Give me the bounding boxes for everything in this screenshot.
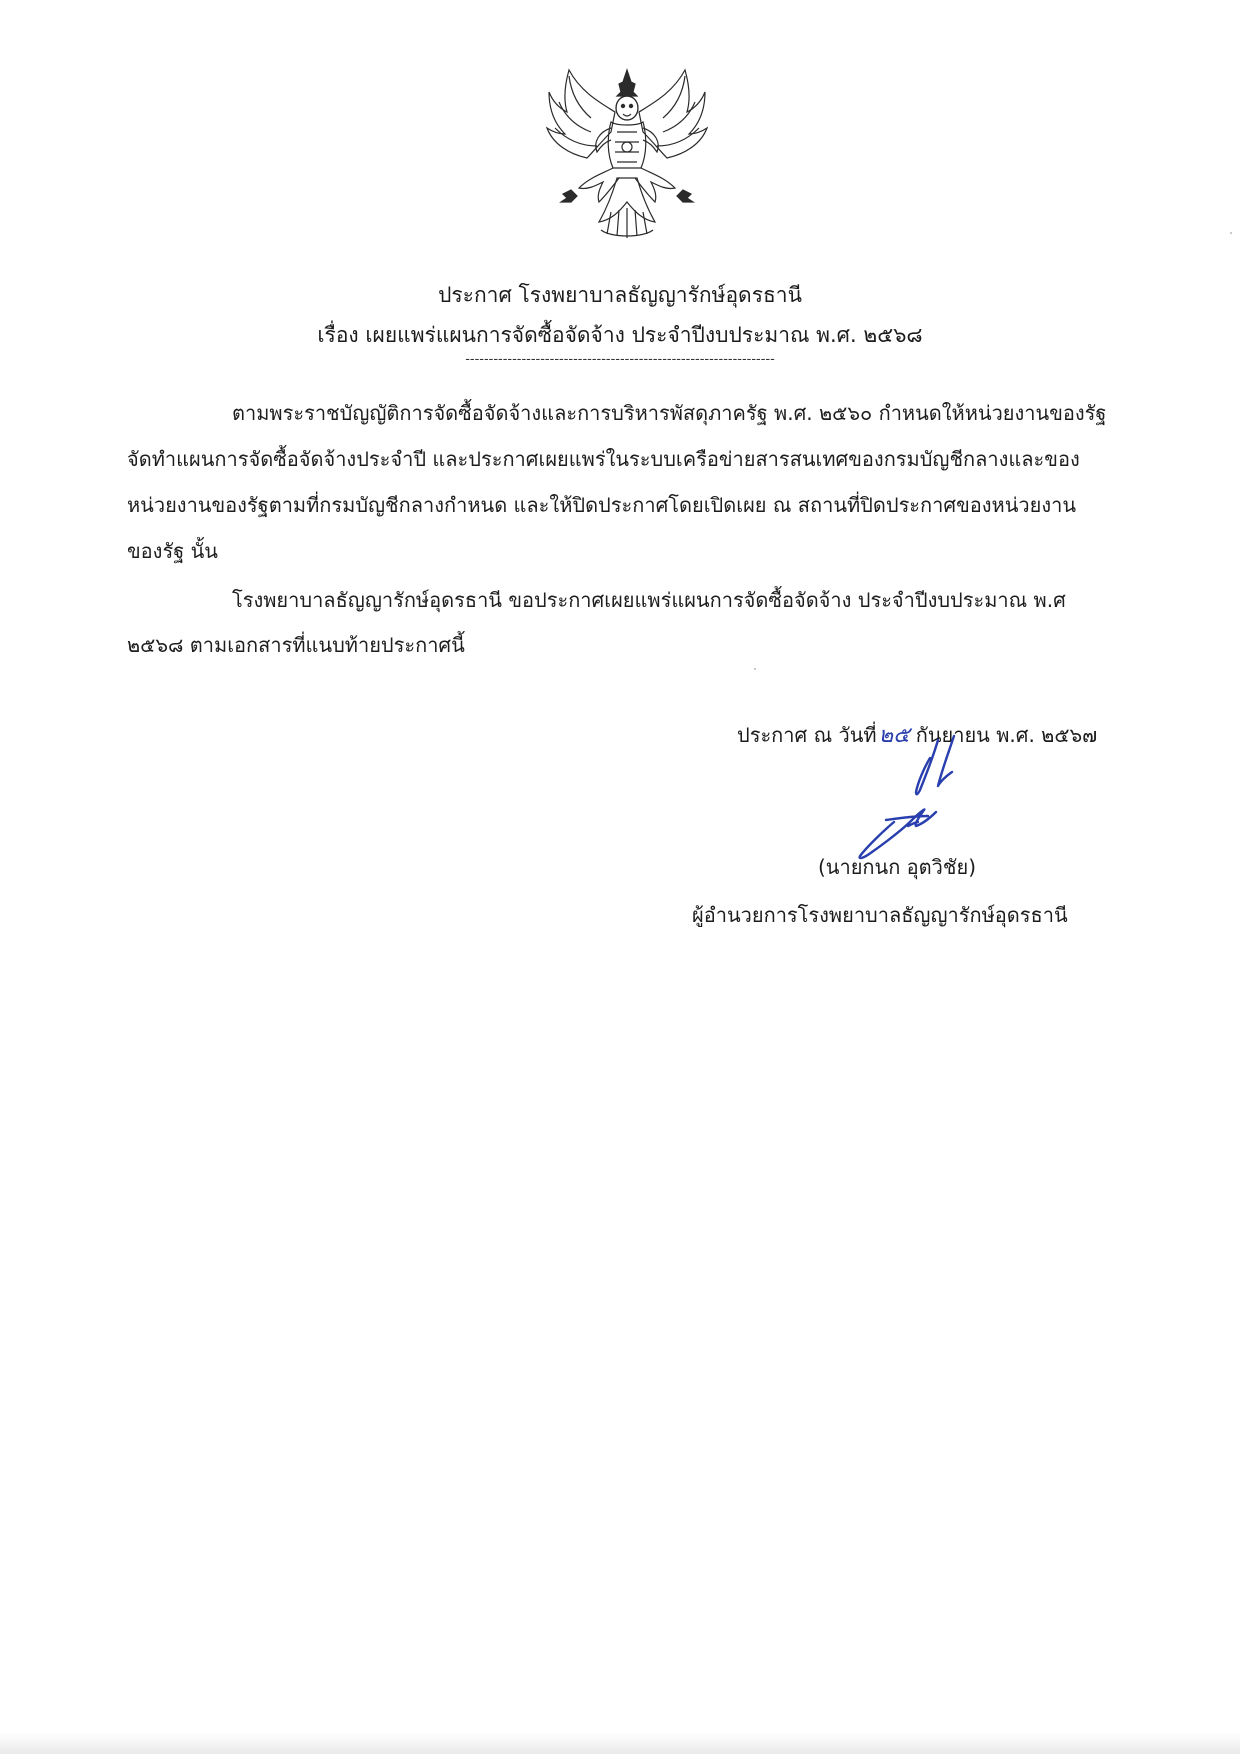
date-day-handwritten: ๒๕	[878, 723, 910, 748]
scan-bottom-edge	[0, 1732, 1240, 1754]
scan-speck	[754, 668, 756, 670]
body-paragraph-1-line-1: ตามพระราชบัญญัติการจัดซื้อจัดจ้างและการบริหารพัสดุภาครัฐ พ.ศ. ๒๕๖๐ กำหนดให้หน่วยงานของรัฐ	[232, 401, 1107, 425]
subject-line	[0, 320, 1240, 350]
body-paragraph-1-line-2: จัดทำแผนการจัดซื้อจัดจ้างประจำปี และประกาศเผยแพร่ในระบบเครือข่ายสารสนเทศของกรมบัญชีกลางและของ	[127, 447, 1080, 471]
announcement-title: ประกาศ โรงพยาบาลธัญญารักษ์อุดรธานี	[438, 283, 802, 307]
subject-label: เรื่อง	[317, 323, 359, 347]
garuda-emblem-icon	[541, 62, 713, 242]
signature-icon	[830, 710, 1030, 870]
body-paragraph-1-line-3: หน่วยงานของรัฐตามที่กรมบัญชีกลางกำหนด และให้ปิดประกาศโดยเปิดเผย ณ สถานที่ปิดประกาศของหน่วยงาน	[127, 493, 1077, 517]
subject-text: เผยแพร่แผนการจัดซื้อจัดจ้าง ประจำปีงบประมาณ พ.ศ. ๒๕๖๘	[365, 323, 923, 347]
body-paragraph-1-line-4: ของรัฐ นั้น	[127, 539, 218, 563]
divider-line: ------------------------------------------------------------------	[465, 352, 775, 367]
body-paragraph-2-line-1: โรงพยาบาลธัญญารักษ์อุดรธานี ขอประกาศเผยแพร่แผนการจัดซื้อจัดจ้าง ประจำปีงบประมาณ พ.ศ	[232, 588, 1066, 612]
scan-speck	[1230, 232, 1232, 234]
date-suffix: กันยายน พ.ศ. ๒๕๖๗	[915, 723, 1098, 747]
body-paragraph-2-line-2: ๒๕๖๘ ตามเอกสารที่แนบท้ายประกาศนี้	[127, 633, 465, 657]
signer-title: ผู้อำนวยการโรงพยาบาลธัญญารักษ์อุดรธานี	[692, 903, 1068, 927]
signer-name: (นายกนก อุตวิชัย)	[818, 855, 976, 879]
date-prefix: ประกาศ ณ วันที่	[737, 723, 877, 747]
